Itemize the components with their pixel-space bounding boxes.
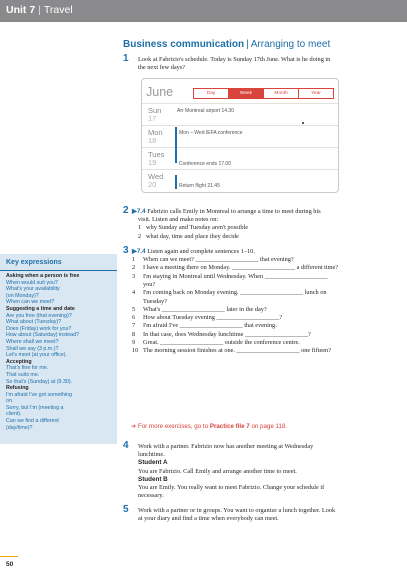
sentence-line [132, 281, 155, 289]
exercise-4-text: Work with a partner. Fabrizio now has another meeting at Wednesday lunchtime. Student A You are Fabrizio. Call Emily and arrange another time to meet. Student B You are Emily. You really want to meet Fabrizio. Change your schedule if necessary. [138, 443, 400, 500]
calendar-month: June [146, 85, 174, 99]
key-expression: That suits me. [6, 371, 40, 378]
calendar-event: Arr Montreal airport 14.30 [177, 108, 234, 114]
sentence-number: 10 [132, 347, 139, 355]
sentence-text: Tuesday? [143, 297, 167, 305]
calendar-event: Conference ends 17.00 [179, 161, 231, 167]
practice-file-link[interactable]: ➜ For more exercises, go to Practice file 7 on page 118. [131, 423, 288, 430]
key-expression: Shall we say (3 p.m.)? [6, 345, 59, 352]
key-expression: on. [6, 398, 14, 405]
exercise-1-line-2: the next few days? [138, 64, 186, 72]
key-expression: Sorry, but I'm (meeting a [6, 404, 64, 411]
calendar-row-sun [142, 103, 338, 126]
key-expressions-divider [0, 270, 117, 271]
key-expression: When can we meet? [6, 299, 55, 306]
cursor-dot [302, 122, 304, 124]
calendar-row-tues [142, 147, 338, 170]
key-expressions-box [0, 254, 117, 444]
footer-rule [0, 556, 18, 557]
student-a-heading: Student A [138, 459, 168, 467]
sentence-text: I'm coming back on Monday evening. ____________________ lunch on [143, 289, 327, 297]
sentence-number: 2 [132, 264, 136, 272]
sentence-line [132, 298, 167, 306]
key-expression: How about (Saturday) instead? [6, 332, 80, 339]
key-expression: Where shall we meet? [6, 338, 59, 345]
exercise-2-number: 2 [123, 205, 129, 216]
sentence-number: 6 [132, 314, 136, 322]
unit-label: Unit 7 | Travel [6, 4, 73, 16]
sentence-line [132, 322, 277, 330]
sentence-line [132, 339, 300, 347]
exercise-1-line-1: Look at Fabrizio's schedule. Today is Sunday 17th June. What is he doing in [138, 56, 331, 63]
sentence-text: What's ____________________ later in the day? [143, 305, 267, 313]
key-expression: When would suit you? [6, 279, 58, 286]
exercise-1-number: 1 [123, 53, 129, 64]
sentence-text: I have a meeting there on Monday. ____________________ a different time? [143, 264, 339, 272]
tab-year[interactable]: Year [298, 88, 334, 99]
key-expression: So that's (Sunday) at (9.30). [6, 378, 73, 385]
exercise-5-text: Work with a partner or in groups. You want to organize a lunch together. Look at your diary and find a time when everybody can meet. [138, 507, 336, 523]
sentence-number: 3 [132, 272, 136, 280]
audio-track-icon[interactable]: ▶7.4 [132, 248, 146, 255]
key-expression: Let's meet (at your office). [6, 352, 67, 359]
key-expression: Are you free (that evening)? [6, 312, 72, 319]
conference-duration-bar [175, 127, 177, 163]
unit-number: Unit 7 [6, 4, 36, 16]
calendar-event: Mon – Wed IEFA conference [179, 130, 243, 136]
sentence-line [132, 289, 327, 297]
sentence-number: 8 [132, 330, 136, 338]
key-expression: client). [6, 411, 22, 418]
day-label: Sun 17 [148, 106, 162, 123]
tab-week[interactable]: Week [228, 88, 264, 99]
calendar-event: Return flight 21.45 [179, 183, 220, 189]
sentence-number: 4 [132, 289, 136, 297]
day-label: Mon 18 [148, 128, 163, 145]
page-number: 50 [6, 561, 14, 568]
key-group-heading: Accepting [6, 358, 32, 365]
key-group-heading: Refusing [6, 385, 29, 392]
key-expression: (day/time)? [6, 424, 33, 431]
exercise-3-number: 3 [123, 245, 129, 256]
sentence-text: I'm afraid I've ____________________ that evening. [143, 322, 277, 330]
audio-track-icon[interactable]: ▶7.4 [132, 208, 146, 215]
sentence-line [132, 264, 338, 272]
sentence-line [132, 256, 294, 264]
sentence-text: How about Tuesday evening ____________________? [143, 314, 283, 322]
key-expression: That's fine for me. [6, 365, 49, 372]
key-expression: I'm afraid I've got something [6, 391, 72, 398]
calendar-row-mon [142, 125, 338, 148]
day-label: Wed 20 [148, 172, 164, 189]
sentence-text: In that case, does Wednesday lunchtime ____________________? [143, 330, 311, 338]
exercise-4-number: 4 [123, 440, 129, 451]
key-expression: Does (Friday) work for you? [6, 325, 72, 332]
key-expression: (on Monday)? [6, 292, 39, 299]
day-label: Tues 19 [148, 150, 165, 167]
exercise-3-instruction: ▶7.4 Listen again and complete sentences 1–10. [132, 248, 255, 255]
exercise-5-number: 5 [123, 504, 129, 515]
calendar-widget [141, 78, 339, 193]
key-expression: Can we find a different [6, 418, 59, 425]
flight-marker-bar [175, 175, 177, 189]
sentence-number: 9 [132, 339, 136, 346]
key-expressions-title: Key expressions [6, 259, 62, 266]
sentence-line [132, 273, 328, 281]
section-title-main: Business communication [123, 39, 245, 50]
sentence-number: 5 [132, 305, 136, 313]
sentence-text: you? [143, 280, 156, 288]
key-expression: What's your availability [6, 286, 60, 293]
unit-header [0, 0, 407, 22]
student-b-heading: Student B [138, 475, 168, 483]
key-group-heading: Suggesting a time and date [6, 305, 75, 312]
sentence-text: When can we meet? ____________________ that evening? [143, 256, 294, 263]
sentence-text: Great. ____________________ outside the conference centre. [143, 339, 300, 346]
calendar-row-wed [142, 169, 338, 192]
sentence-text: The morning session finishes at one. ____________________ one fifteen? [143, 347, 331, 355]
calendar-view-tabs [194, 88, 334, 99]
sentence-number: 7 [132, 322, 136, 330]
sentence-line [132, 306, 267, 314]
exercise-2-text: ▶7.4 Fabrizio calls Emily in Montreal to arrange a time to meet during his visit. Listen and make notes on: 1 why Sunday and Tuesday aren't possible 2 what day, time and place they decide [132, 208, 321, 240]
key-expression: What about (Tuesday)? [6, 319, 62, 326]
tab-month[interactable]: Month [263, 88, 299, 99]
section-subtitle: Arranging to meet [250, 39, 331, 50]
sentence-number: 1 [132, 256, 136, 263]
sentence-line [132, 314, 282, 322]
tab-day[interactable]: Day [193, 88, 229, 99]
sentence-text: I'm staying in Montreal until Wednesday. When ____________________ [143, 272, 328, 280]
section-title: Business communication | Arranging to meet [123, 39, 331, 50]
sentence-line [132, 347, 331, 355]
sentence-line [132, 331, 311, 339]
key-expressions-content [6, 273, 114, 431]
unit-topic: Travel [43, 4, 73, 16]
key-group-heading: Asking when a person is free [6, 273, 80, 279]
exercise-1-text [138, 56, 398, 72]
